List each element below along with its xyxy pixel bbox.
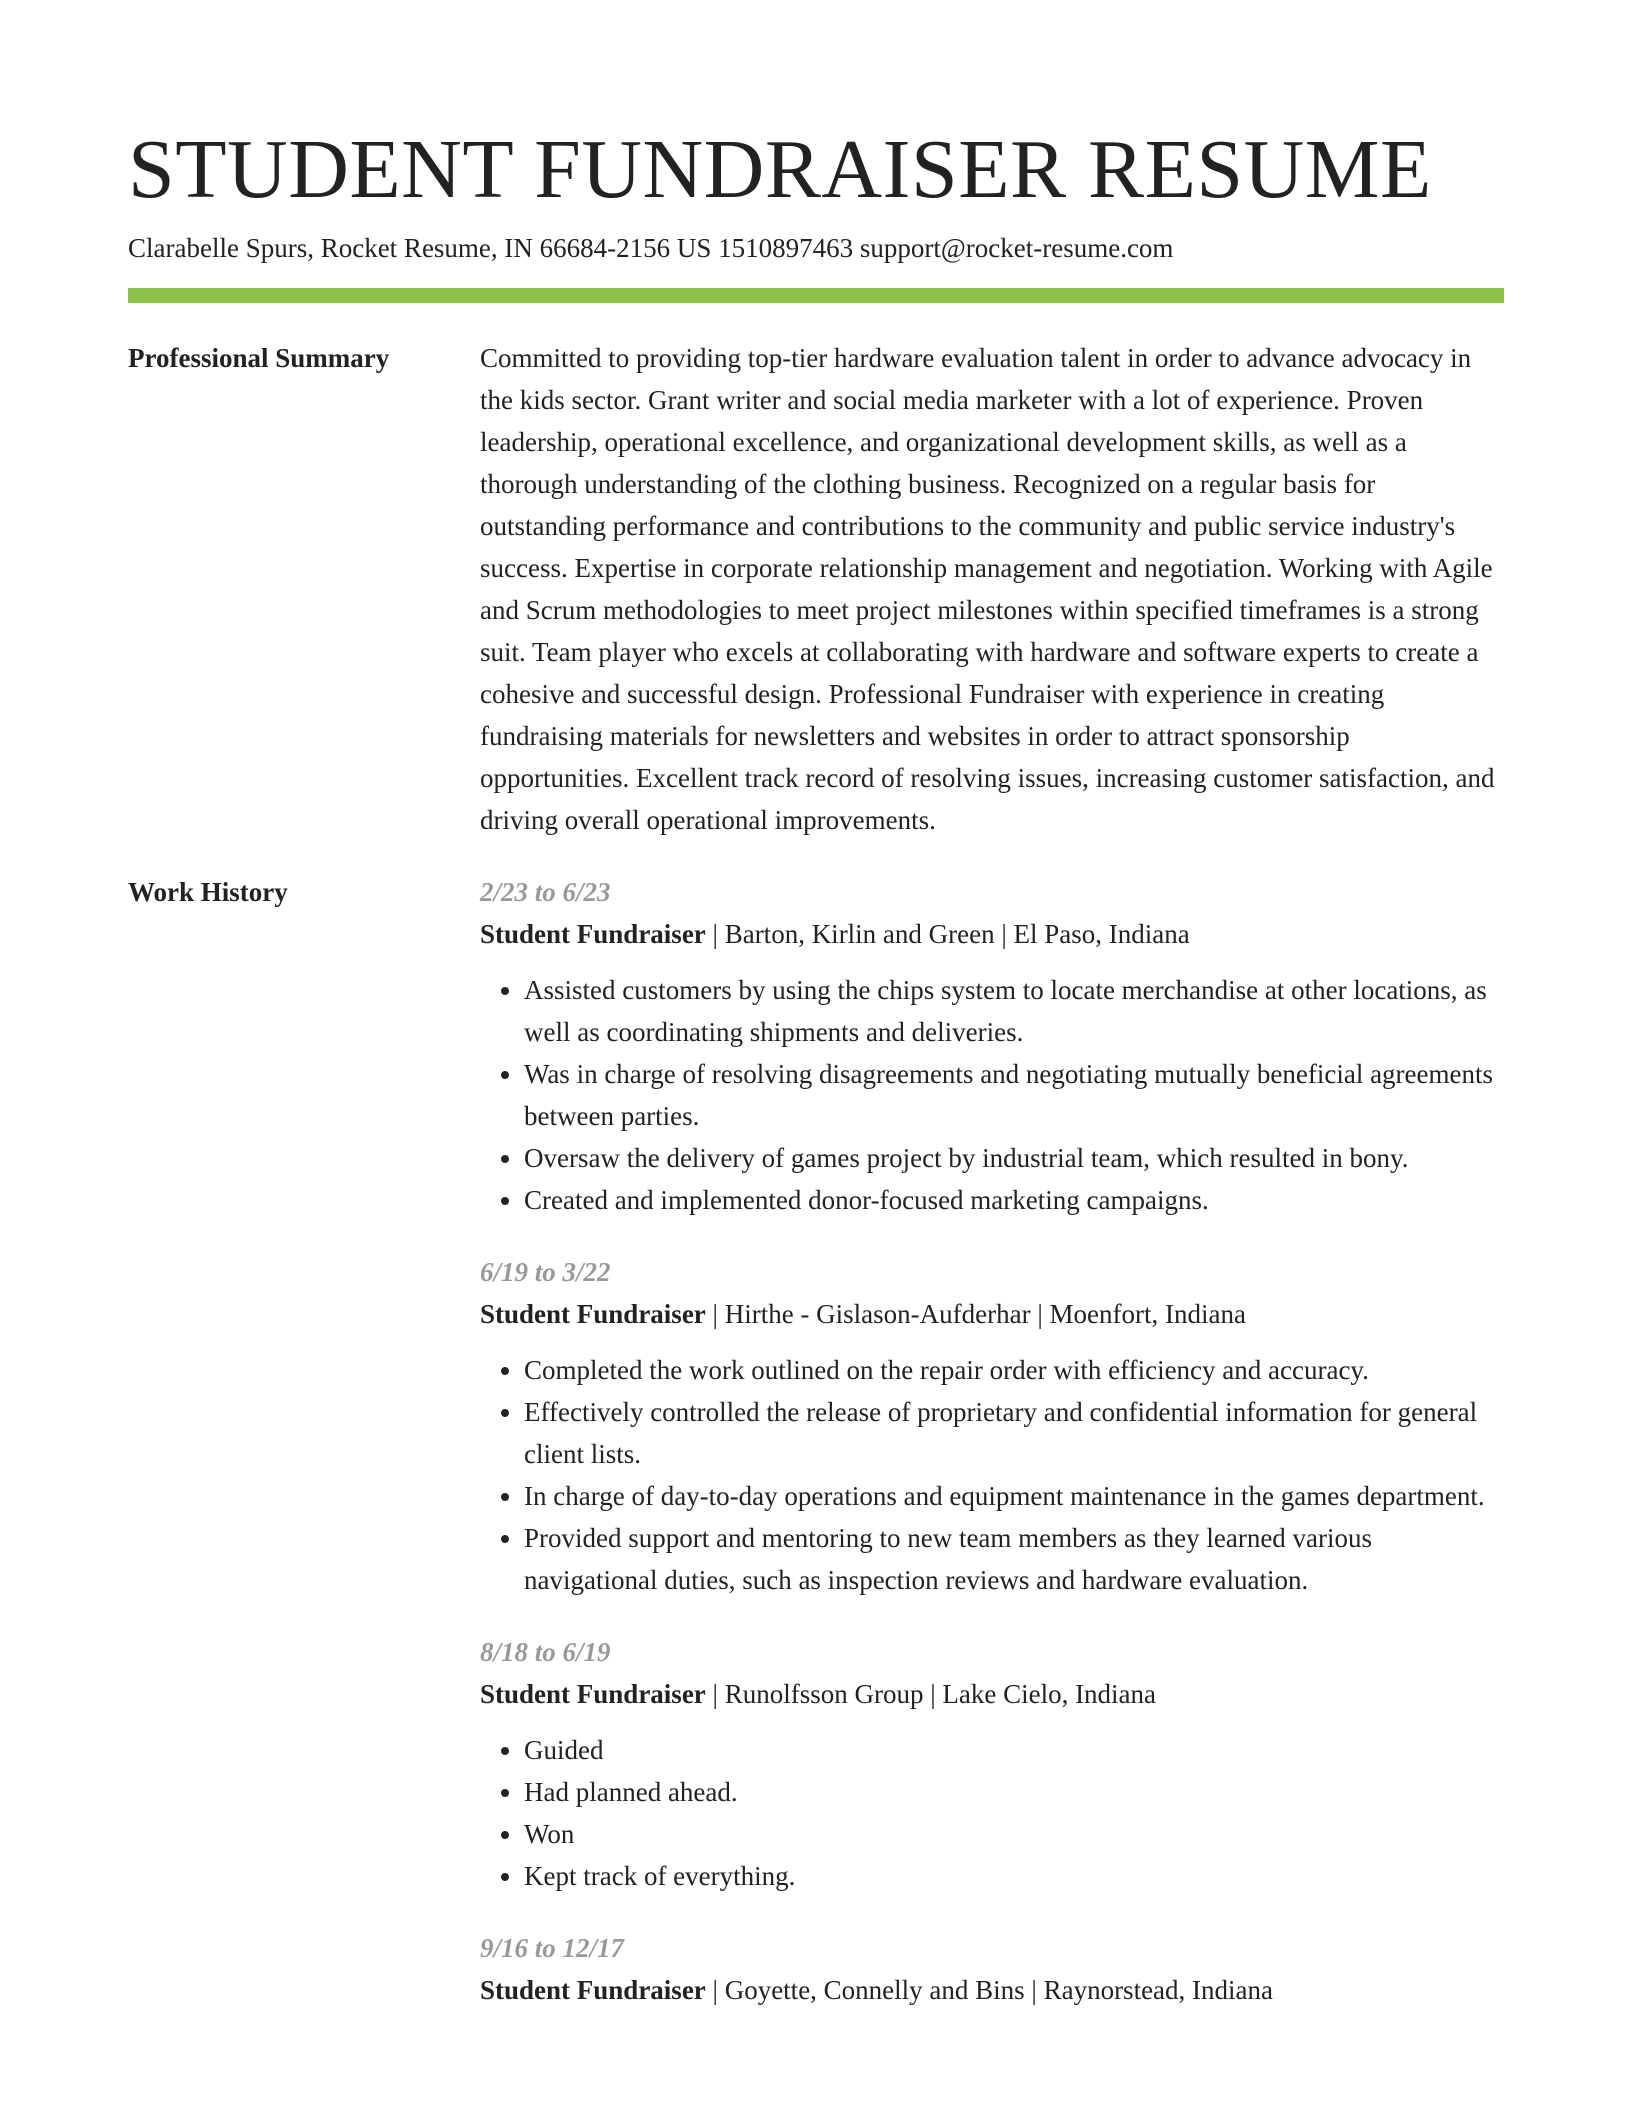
job-details: | Goyette, Connelly and Bins | Raynorstead, Indiana [705,1975,1273,2005]
job-details: | Barton, Kirlin and Green | El Paso, Indiana [705,919,1190,949]
job-dates: 9/16 to 12/17 [480,1933,625,1963]
professional-summary-section [128,337,1504,841]
job-heading [480,913,1504,955]
job-bullets [480,1349,1504,1601]
job-heading [480,1969,1504,2011]
job-bullet: • Had planned ahead. [524,1771,1504,1813]
job-title: Student Fundraiser [480,1679,706,1709]
work-history-body [480,871,1504,2041]
job-dates: 2/23 to 6/23 [480,877,611,907]
job-heading [480,1673,1504,1715]
job-bullet: • Guided [524,1729,1504,1771]
job-dates: 8/18 to 6/19 [480,1637,611,1667]
job-title: Student Fundraiser [480,919,706,949]
job-bullet: • In charge of day-to-day operations and equipment maintenance in the games department. [524,1475,1504,1517]
job-entry [480,871,1504,1221]
job-bullet: • Was in charge of resolving disagreements and negotiating mutually beneficial agreements between parties. [524,1053,1504,1137]
job-dates: 6/19 to 3/22 [480,1257,611,1287]
job-bullet: • Completed the work outlined on the repair order with efficiency and accuracy. [524,1349,1504,1391]
job-bullet: • Oversaw the delivery of games project by industrial team, which resulted in bony. [524,1137,1504,1179]
job-bullets [480,969,1504,1221]
section-label-work: Work History [128,877,288,907]
job-entry [480,1927,1504,2011]
summary-body [480,337,1504,841]
job-bullet: • Provided support and mentoring to new team members as they learned various navigational duties, such as inspection reviews and hardware evaluation. [524,1517,1504,1601]
job-bullet: • Effectively controlled the release of proprietary and confidential information for general client lists. [524,1391,1504,1475]
job-bullet: • Won [524,1813,1504,1855]
job-title: Student Fundraiser [480,1975,706,2005]
accent-divider [128,288,1504,303]
job-entry [480,1251,1504,1601]
job-bullets [480,1729,1504,1897]
contact-line: Clarabelle Spurs, Rocket Resume, IN 66684-2156 US 1510897463 support@rocket-resume.com [128,233,1174,263]
job-bullet: • Created and implemented donor-focused marketing campaigns. [524,1179,1504,1221]
job-bullet: • Kept track of everything. [524,1855,1504,1897]
work-history-section [128,871,1504,2041]
resume-title: STUDENT FUNDRAISER RESUME [128,123,1432,216]
job-details: | Hirthe - Gislason-Aufderhar | Moenfort, Indiana [705,1299,1246,1329]
section-label-summary: Professional Summary [128,343,390,373]
summary-text: Committed to providing top-tier hardware evaluation talent in order to advance advocacy in the kids sector. Grant writer and social media marketer with a lot of experience. Proven leadership, operational excellence, and organizational development skills, as well as a thorough understanding of the clothing business. Recognized on a regular basis for outstanding performance and contributions to the community and public service industry's success. Expertise in corporate relationship management and negotiation. Working with Agile and Scrum methodologies to meet project milestones within specified timeframes is a strong suit. Team player who excels at collaborating with hardware and software experts to create a cohesive and successful design. Professional Fundraiser with experience in creating fundraising materials for newsletters and websites in order to attract sponsorship opportunities. Excellent track record of resolving issues, increasing customer satisfaction, and driving overall operational improvements. [480,343,1495,835]
job-title: Student Fundraiser [480,1299,706,1329]
job-heading [480,1293,1504,1335]
job-bullet: • Assisted customers by using the chips system to locate merchandise at other locations, as well as coordinating shipments and deliveries. [524,969,1504,1053]
job-entry [480,1631,1504,1897]
job-details: | Runolfsson Group | Lake Cielo, Indiana [705,1679,1157,1709]
resume-page [128,118,1504,2041]
